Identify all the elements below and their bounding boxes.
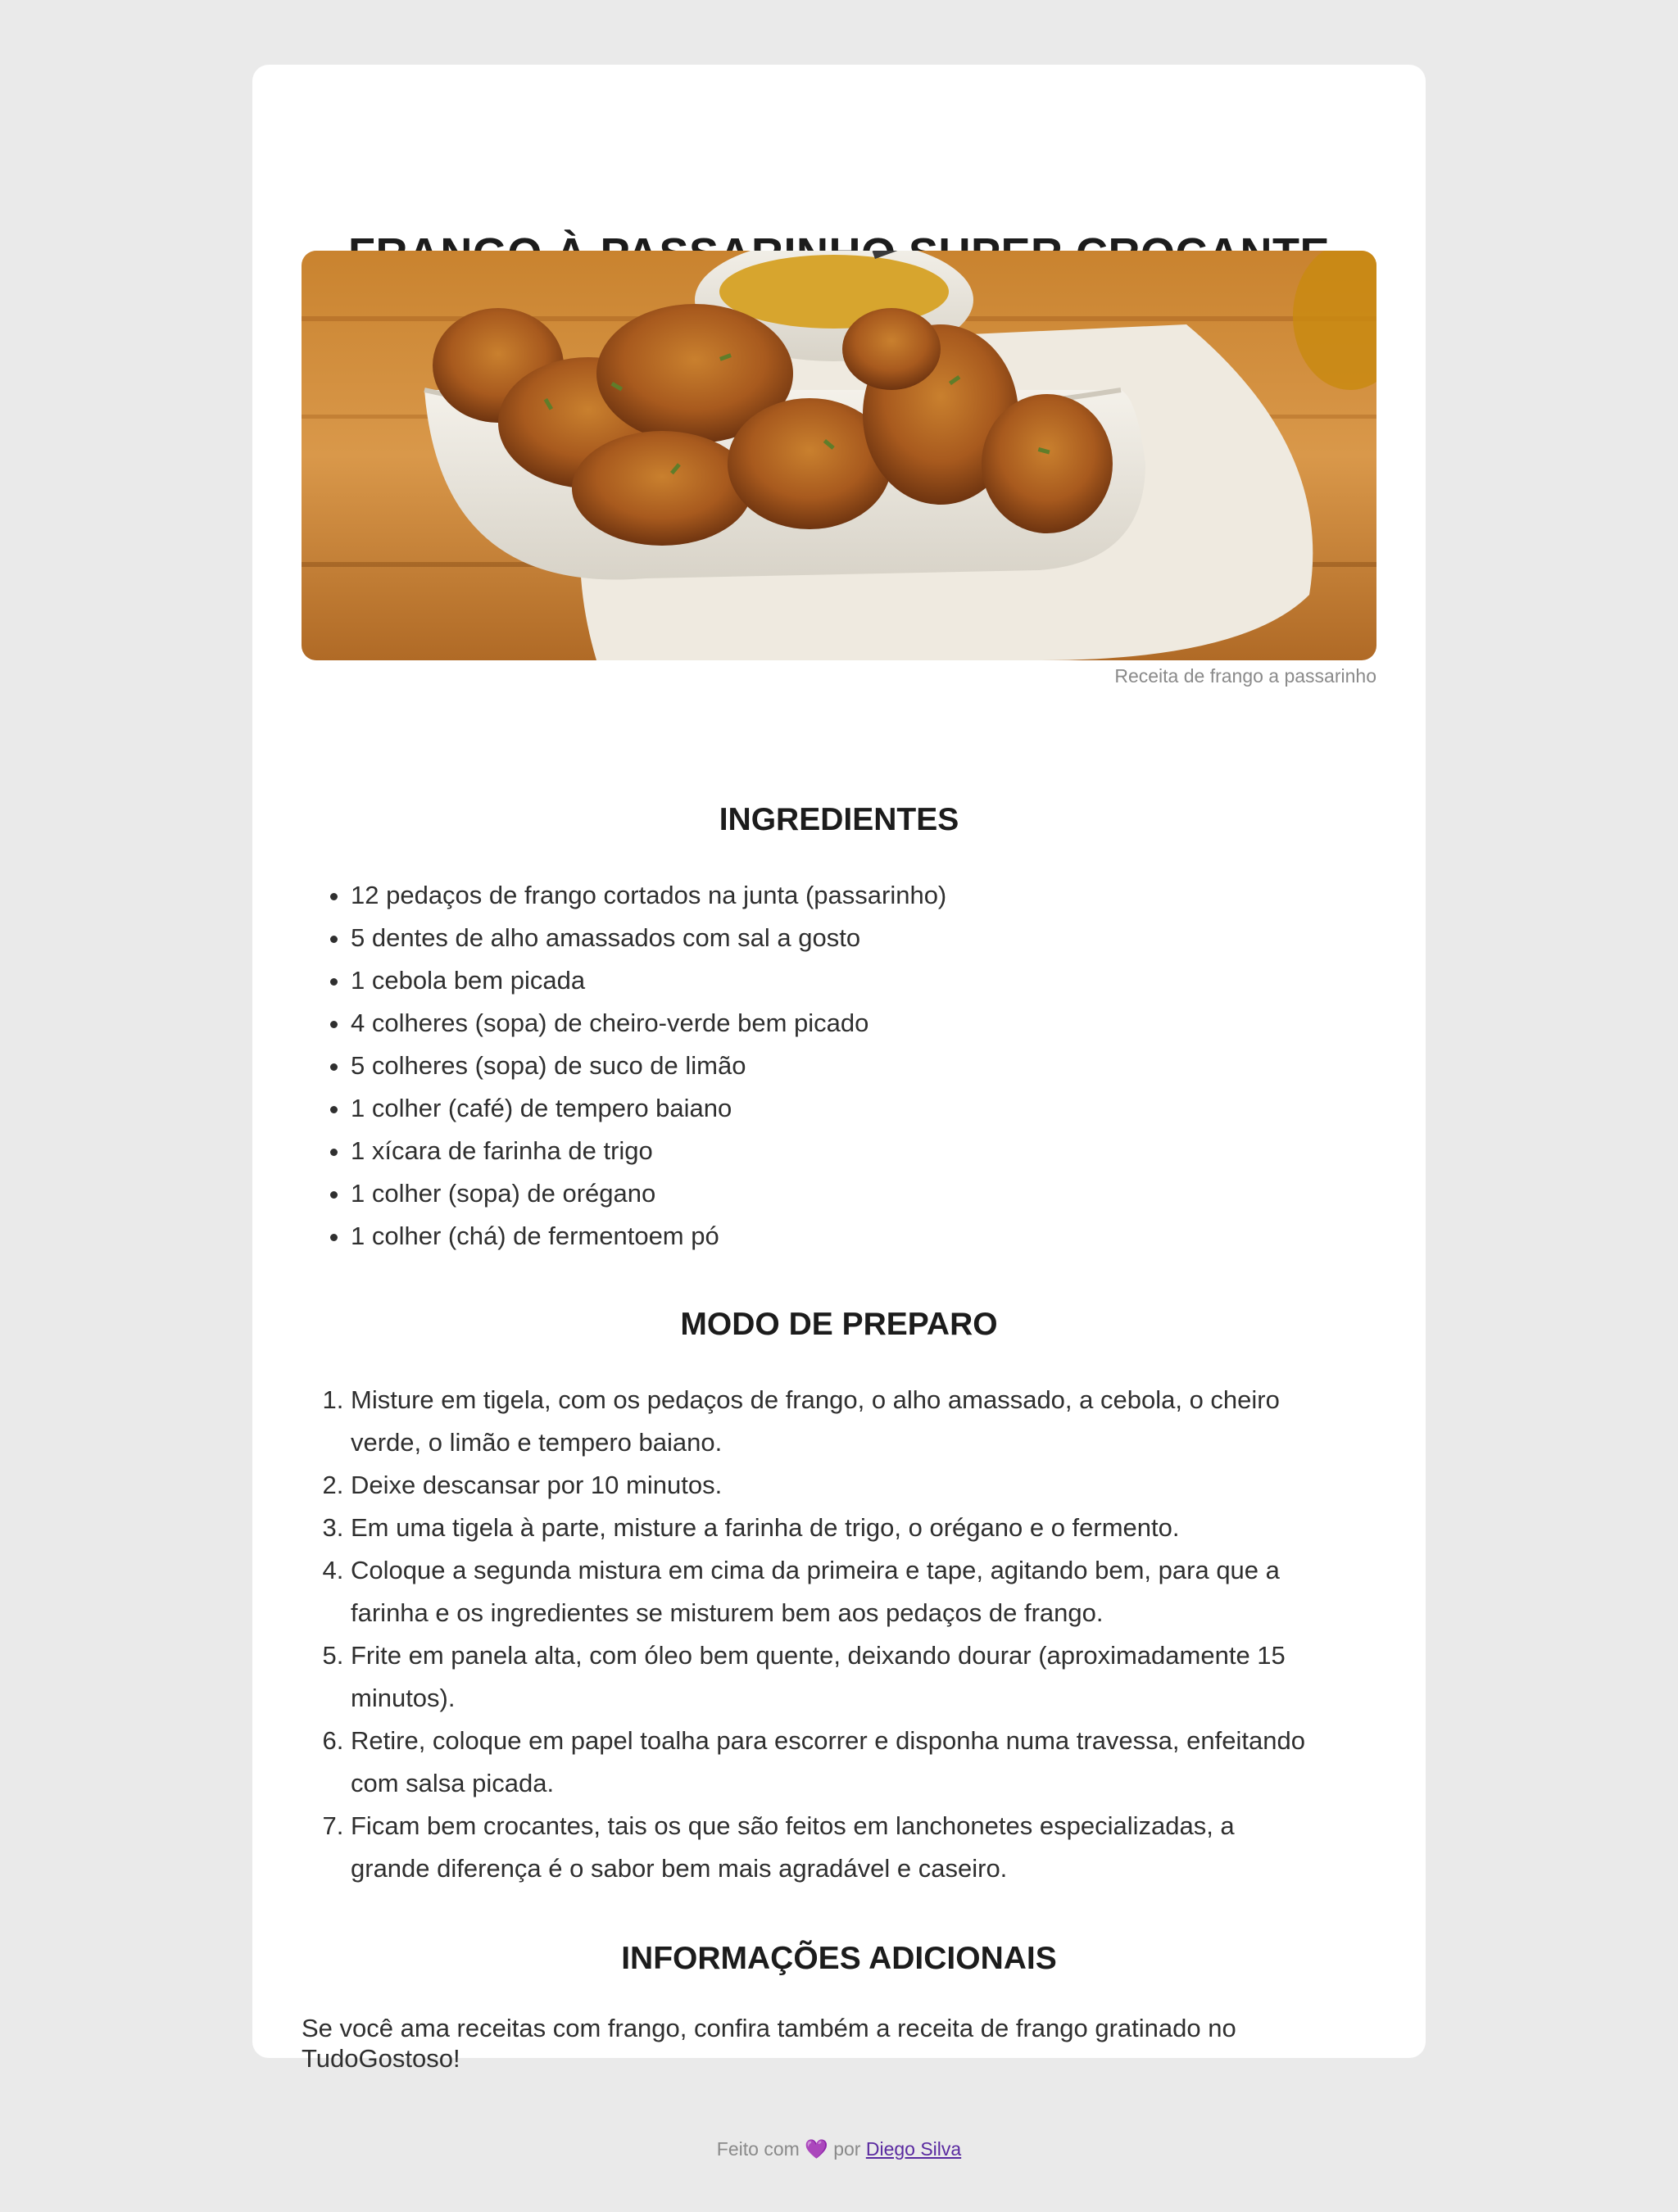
footer — [0, 2138, 1678, 2160]
list-item: 1. Misture em tigela, com os pedaços de frango, o alho amassado, a cebola, o cheiro verde, o limão e tempero baiano. — [351, 1379, 1317, 1464]
author-link[interactable]: Diego Silva — [865, 2138, 962, 2160]
list-item: • 1 colher (sopa) de orégano — [351, 1172, 1317, 1215]
footer-prefix: Feito com — [716, 2138, 800, 2160]
additional-info-heading: INFORMAÇÕES ADICIONAIS — [621, 1941, 1057, 1976]
list-item: • 1 xícara de farinha de trigo — [351, 1130, 1317, 1172]
heart-icon: 💜 — [805, 2138, 828, 2160]
list-item: • 5 colheres (sopa) de suco de limão — [351, 1045, 1317, 1087]
list-item: 6. Retire, coloque em papel toalha para escorrer e disponha numa travessa, enfeitando com salsa picada. — [351, 1720, 1317, 1805]
ingredients-heading: INGREDIENTES — [719, 802, 959, 837]
image-caption: Receita de frango a passarinho — [1114, 665, 1376, 687]
preparation-steps — [351, 1379, 1317, 1890]
list-item: • 12 pedaços de frango cortados na junta (passarinho) — [351, 874, 1317, 917]
recipe-image — [302, 251, 1376, 660]
list-item: • 4 colheres (sopa) de cheiro-verde bem picado — [351, 1002, 1317, 1045]
additional-info-text: Se você ama receitas com frango, confira também a receita de frango gratinado no TudoGostoso! — [302, 2014, 1236, 2073]
list-item: • 1 colher (chá) de fermentoem pó — [351, 1215, 1317, 1258]
list-item: • 1 cebola bem picada — [351, 959, 1317, 1002]
list-item: • 1 colher (café) de tempero baiano — [351, 1087, 1317, 1130]
list-item: 2. Deixe descansar por 10 minutos. — [351, 1464, 1317, 1507]
recipe-card — [252, 65, 1426, 2073]
list-item: 4. Coloque a segunda mistura em cima da primeira e tape, agitando bem, para que a farinha e os ingredientes se misturem bem aos pedaços de frango. — [351, 1549, 1317, 1634]
list-item: 5. Frite em panela alta, com óleo bem quente, deixando dourar (aproximadamente 15 minutos). — [351, 1634, 1317, 1720]
ingredients-list — [351, 874, 1317, 1258]
list-item: 3. Em uma tigela à parte, misture a farinha de trigo, o orégano e o fermento. — [351, 1507, 1317, 1549]
footer-middle: por — [833, 2138, 861, 2160]
list-item: • 5 dentes de alho amassados com sal a gosto — [351, 917, 1317, 959]
list-item: 7. Ficam bem crocantes, tais os que são feitos em lanchonetes especializadas, a grande diferença é o sabor bem mais agradável e caseiro. — [351, 1805, 1317, 1890]
preparation-heading: MODO DE PREPARO — [680, 1307, 998, 1342]
